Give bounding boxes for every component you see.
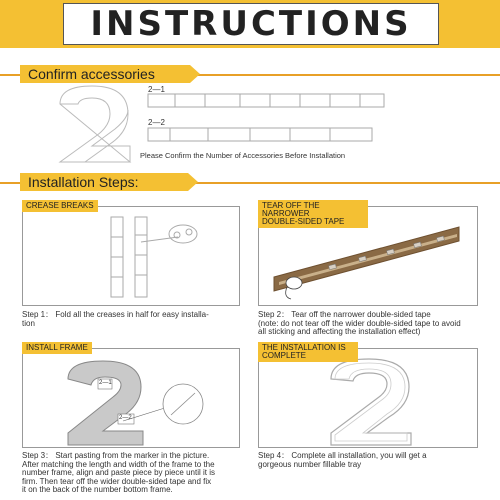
- section-heading-accessories: [20, 65, 190, 83]
- step-4-panel: [258, 348, 478, 448]
- step-1-tag: CREASE BREAKS: [22, 200, 98, 212]
- accessories-note: Please Confirm the Number of Accessories Before Installation: [140, 151, 346, 160]
- number-two-outline: [60, 86, 130, 162]
- page-title: INSTRUCTIONS: [90, 4, 412, 44]
- step-4-tag: THE INSTALLATION IS COMPLETE: [258, 342, 358, 362]
- step-3-tag: INSTALL FRAME: [22, 342, 92, 354]
- completed-number-illustration: [259, 349, 477, 447]
- step-3-caption: Step 3： Start pasting from the marker in the picture. After matching the length and width of the frame to the number frame, align and paste piece by piece until it is firm. Then tear off the wider double-sided tape and fix it on the back of the number bottom frame.: [22, 451, 215, 494]
- step-4-caption: Step 4： Complete all installation, you will get a gorgeous number fillable tray: [258, 451, 427, 469]
- step-1-caption: Step 1： Fold all the creases in half for easy installa- tion: [22, 310, 209, 328]
- step-3-label-2-2: 2—2: [119, 415, 132, 421]
- accessory-label-2-1: 2—1: [148, 85, 165, 94]
- accessories-heading-text: Confirm accessories: [28, 66, 155, 82]
- installation-heading-text: Installation Steps:: [28, 174, 139, 190]
- step-3-label-2-1: 2—1: [99, 380, 112, 386]
- section-heading-installation: [20, 173, 188, 191]
- step-2-tag: TEAR OFF THE NARROWER DOUBLE-SIDED TAPE: [258, 200, 368, 228]
- accessory-label-2-2: 2—2: [148, 118, 165, 127]
- header-title-box: [63, 3, 439, 45]
- crease-illustration: [23, 207, 239, 305]
- step-3-panel: [22, 348, 240, 448]
- step-2-caption: Step 2： Tear off the narrower double-sided tape (note: do not tear off the wider double-sided tape to avoid all sticking and affecting the installation effect): [258, 310, 461, 336]
- install-frame-illustration: [23, 349, 239, 447]
- step-1-panel: [22, 206, 240, 306]
